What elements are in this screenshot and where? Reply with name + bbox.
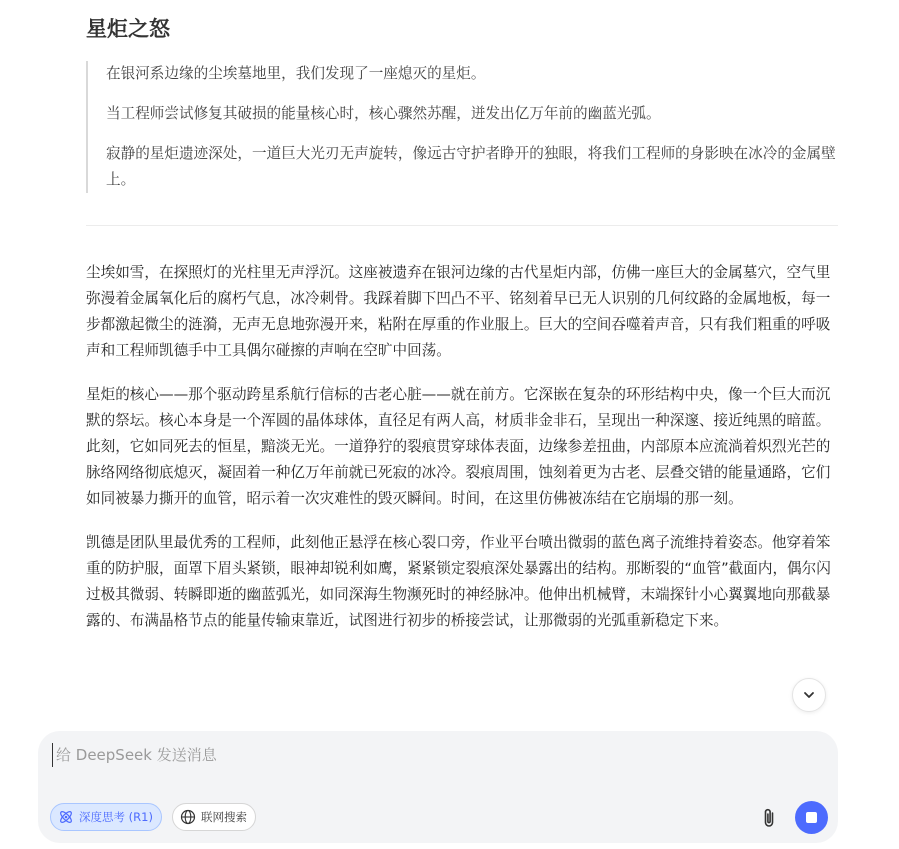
article-paragraph: 凯德是团队里最优秀的工程师，此刻他正悬浮在核心裂口旁，作业平台喷出微弱的蓝色离子流维持着姿态。他穿着笨重的防护服，面罩下眉头紧锁，眼神却锐利如鹰，紧紧锁定裂痕深处暴露出的结构。那断裂的“血管”截面内，偶尔闪过极其微弱、转瞬即逝的幽蓝弧光，如同深海生物濒死时的神经脉冲。他伸出机械臂，末端探针小心翼翼地向那截暴露的、布满晶格节点的能量传输束靠近，试图进行初步的桥接尝试，让那微弱的光弧重新稳定下来。	[86, 534, 831, 629]
web-search-toggle[interactable]	[172, 803, 256, 831]
atom-icon	[58, 809, 74, 825]
quote-line: 在银河系边缘的尘埃墓地里，我们发现了一座熄灭的星炬。	[106, 65, 486, 82]
scroll-to-bottom-button[interactable]	[792, 678, 826, 712]
article-body	[86, 260, 838, 634]
attach-button[interactable]	[757, 805, 781, 831]
stop-generation-button[interactable]	[795, 801, 828, 834]
content-fade	[0, 700, 899, 730]
article-paragraph: 星炬的核心——那个驱动跨星系航行信标的古老心脏——就在前方。它深嵌在复杂的环形结构中央，像一个巨大而沉默的祭坛。核心本身是一个浑圆的晶体球体，直径足有两人高，材质非金非石，呈现出一种深邃、接近纯黑的暗蓝。此刻，它如同死去的恒星，黯淡无光。一道狰狞的裂痕贯穿球体表面，边缘参差扭曲，内部原本应流淌着炽烈光芒的脉络网络彻底熄灭，凝固着一种亿万年前就已死寂的冰冷。裂痕周围，蚀刻着更为古老、层叠交错的能量通路，它们如同被暴力撕开的血管，昭示着一次灾难性的毁灭瞬间。时间，在这里仿佛被冻结在它崩塌的那一刻。	[86, 386, 831, 507]
deep-think-toggle[interactable]	[50, 803, 162, 831]
web-search-label: 联网搜索	[201, 810, 247, 824]
message-content	[86, 0, 838, 652]
quote-line: 当工程师尝试修复其破损的能量核心时，核心骤然苏醒，迸发出亿万年前的幽蓝光弧。	[106, 105, 661, 122]
deep-think-label: 深度思考 (R1)	[79, 810, 153, 824]
globe-icon	[180, 809, 196, 825]
message-input[interactable]: 给 DeepSeek 发送消息	[52, 743, 752, 767]
quote-line: 寂静的星炬遗迹深处，一道巨大光刃无声旋转，像远古守护者睁开的独眼，将我们工程师的身影映在冰冷的金属壁上。	[106, 145, 836, 188]
article-title: 星炬之怒	[86, 17, 170, 41]
blockquote	[86, 61, 838, 193]
divider	[86, 225, 838, 226]
paperclip-icon	[760, 807, 778, 829]
stop-icon	[806, 812, 817, 823]
article-paragraph: 尘埃如雪，在探照灯的光柱里无声浮沉。这座被遗弃在银河边缘的古代星炬内部，仿佛一座巨大的金属墓穴，空气里弥漫着金属氧化后的腐朽气息，冰冷刺骨。我踩着脚下凹凸不平、铭刻着早已无人识别的几何纹路的金属地板，每一步都激起微尘的涟漪，无声无息地弥漫开来，粘附在厚重的作业服上。巨大的空间吞噬着声音，只有我们粗重的呼吸声和工程师凯德手中工具偶尔碰擦的声响在空旷中回荡。	[86, 264, 831, 359]
chevron-down-icon	[802, 688, 816, 702]
message-composer	[38, 731, 838, 843]
